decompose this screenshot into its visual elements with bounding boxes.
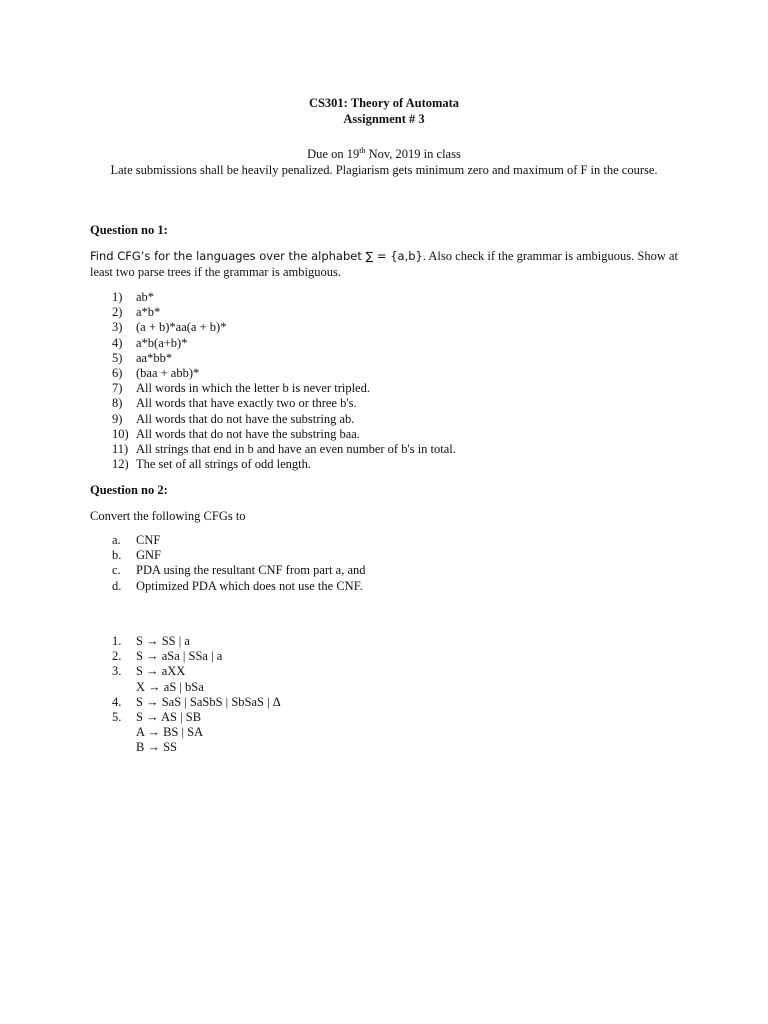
item-number: 2.: [112, 649, 122, 664]
item-number: 9): [112, 411, 123, 426]
course-title: CS301: Theory of Automata: [308, 96, 460, 110]
document-header: [90, 95, 678, 178]
item-letter: c.: [112, 563, 121, 578]
item-number: 5): [112, 350, 123, 365]
due-date: [90, 143, 678, 162]
grammar-rule: A → BS | SA: [136, 725, 204, 740]
item-text: (baa + abb)*: [136, 365, 200, 380]
item-number: 4): [112, 335, 123, 350]
item-letter: b.: [112, 548, 122, 563]
item-number: 5.: [112, 709, 122, 724]
item-number: 4.: [112, 694, 122, 709]
question-1-intro-alphabet: Find CFG’s for the languages over the alphabet ∑ = {a,b}: [90, 249, 423, 263]
grammar-rule: S → aXX: [136, 664, 186, 679]
item-text: All strings that end in b and have an even number of b's in total.: [136, 441, 456, 456]
item-text: All words that have exactly two or three b's.: [136, 396, 357, 411]
question-1-intro-rest: . Also check if the grammar is ambiguous. Show at least two parse trees if the grammar is ambiguous.: [90, 249, 679, 279]
question-2-intro: Convert the following CFGs to: [90, 509, 246, 523]
item-text: Optimized PDA which does not use the CNF.: [136, 578, 363, 593]
item-number: 1.: [112, 634, 122, 648]
item-number: 1): [112, 290, 123, 304]
item-number: 2): [112, 305, 123, 320]
item-letter: d.: [112, 578, 122, 593]
item-number: 7): [112, 381, 123, 396]
item-number: 3.: [112, 664, 122, 679]
item-number: 3): [112, 320, 123, 335]
item-text: ab*: [136, 290, 155, 304]
item-text: CNF: [136, 533, 161, 547]
grammar-rule: B → SS: [136, 740, 177, 755]
item-number: 11): [112, 441, 129, 456]
item-number: 10): [112, 426, 129, 441]
item-text: PDA using the resultant CNF from part a, and: [136, 563, 366, 578]
grammar-rule: S → SS | a: [136, 634, 190, 648]
item-number: 6): [112, 365, 123, 380]
item-text: a*b(a+b)*: [136, 335, 188, 350]
assignment-title: Assignment # 3: [343, 112, 425, 126]
item-text: aa*bb*: [136, 350, 173, 365]
question-1-heading: Question no 1:: [90, 223, 168, 237]
item-letter: a.: [112, 533, 121, 547]
item-number: 12): [112, 457, 129, 472]
question-1-intro: [90, 248, 680, 280]
item-text: a*b*: [136, 305, 161, 320]
due-superscript: th: [359, 146, 366, 155]
item-text: GNF: [136, 548, 162, 563]
item-number: 8): [112, 396, 123, 411]
due-suffix: Nov, 2019 in class: [365, 147, 461, 162]
grammar-rule: S → SaS | SaSbS | SbSaS | Δ: [136, 694, 281, 709]
item-text: All words in which the letter b is never tripled.: [136, 381, 370, 396]
item-text: (a + b)*aa(a + b)*: [136, 320, 227, 335]
question-2-heading: Question no 2:: [90, 483, 168, 497]
grammar-rule: X → aS | bSa: [136, 679, 204, 694]
due-prefix: Due on 19: [307, 147, 360, 162]
late-submission-note: Late submissions shall be heavily penalized. Plagiarism gets minimum zero and maximum of F in the course.: [110, 163, 658, 178]
item-text: All words that do not have the substring ab.: [136, 411, 355, 426]
item-text: All words that do not have the substring baa.: [136, 426, 360, 441]
item-text: The set of all strings of odd length.: [136, 457, 311, 472]
grammar-rule: S → AS | SB: [136, 709, 202, 724]
grammar-rule: S → aSa | SSa | a: [136, 649, 223, 664]
